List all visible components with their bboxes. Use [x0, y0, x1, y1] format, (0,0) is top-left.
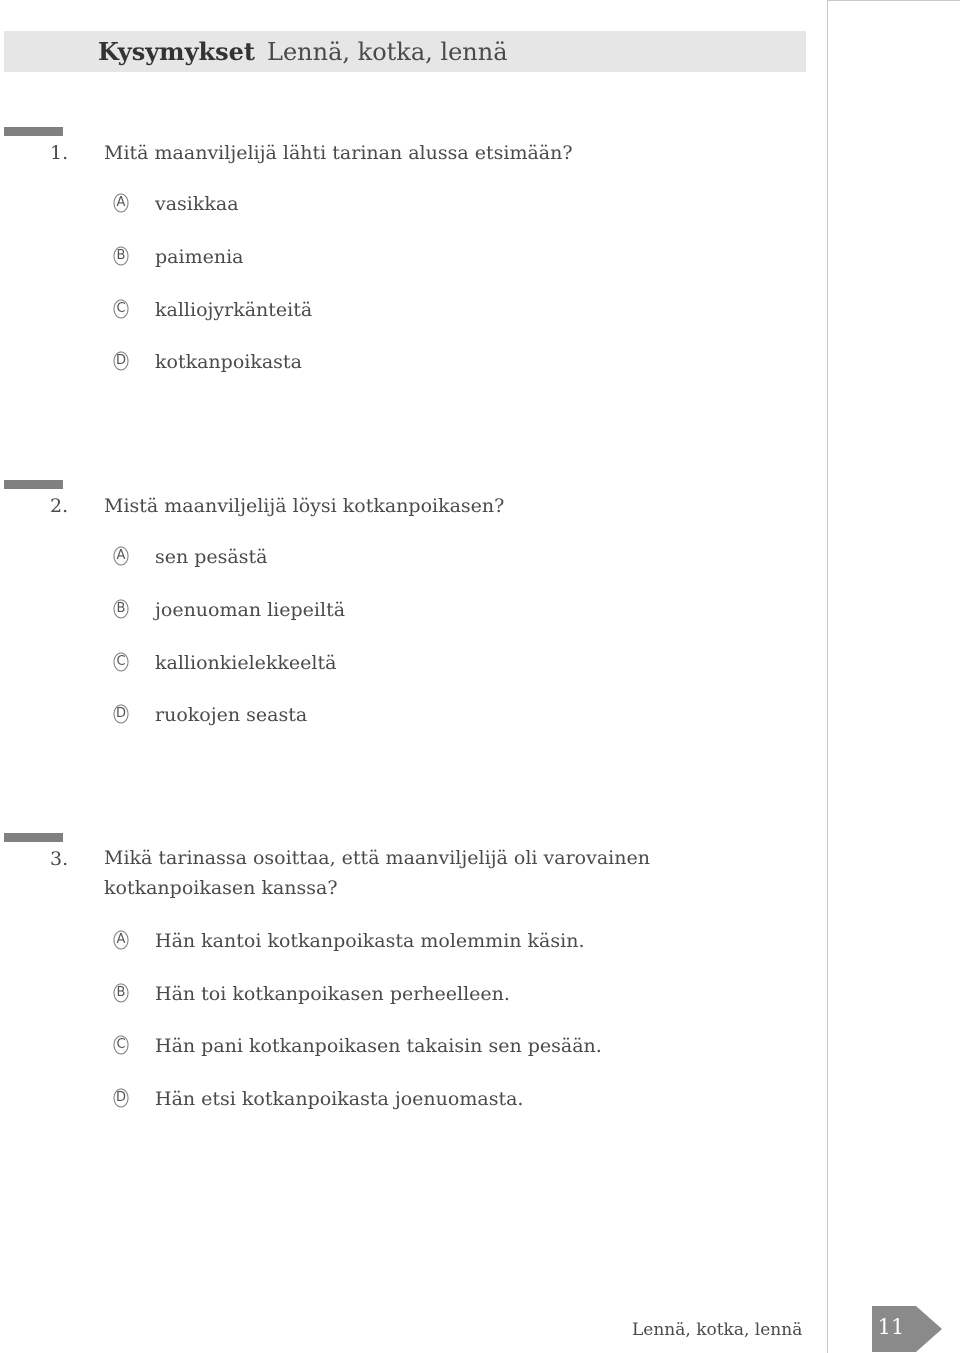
option-text[interactable]: kotkanpoikasta [155, 351, 302, 373]
question-marker-bar [4, 833, 63, 842]
option-text[interactable]: vasikkaa [155, 193, 239, 215]
question-marker-bar [4, 480, 63, 489]
page-header [98, 36, 508, 68]
question-marker-bar [4, 127, 63, 136]
option-letter: B [116, 985, 126, 1000]
option-text[interactable]: Hän kantoi kotkanpoikasta molemmin käsin. [155, 930, 585, 952]
option-letter: D [115, 706, 126, 721]
option-letter: A [116, 932, 126, 947]
option-letter: B [116, 248, 126, 263]
header-title: Lennä, kotka, lennä [267, 38, 508, 66]
question-text: Mistä maanviljelijä löysi kotkanpoikasen? [104, 495, 505, 517]
option-letter: A [116, 195, 126, 210]
option-text[interactable]: kalliojyrkänteitä [155, 299, 313, 321]
question-number: 3. [50, 848, 69, 870]
page-margin-line [827, 0, 828, 1353]
option-letter: B [116, 601, 126, 616]
option-text[interactable]: paimenia [155, 246, 244, 268]
option-text[interactable]: ruokojen seasta [155, 704, 308, 726]
option-letter: D [115, 1090, 126, 1105]
page-number: 11 [877, 1315, 905, 1339]
question-number: 2. [50, 495, 69, 517]
question-number: 1. [50, 142, 69, 164]
option-text[interactable]: Hän etsi kotkanpoikasta joenuomasta. [155, 1088, 524, 1110]
option-letter: A [116, 548, 126, 563]
option-text[interactable]: sen pesästä [155, 546, 268, 568]
question-text: Mitä maanviljelijä lähti tarinan alussa etsimään? [104, 142, 573, 164]
option-text[interactable]: kallionkielekkeeltä [155, 652, 337, 674]
question-text: Mikä tarinassa osoittaa, että maanviljelijä oli varovainen kotkanpoikasen kanssa? [104, 847, 650, 899]
option-letter: C [116, 1037, 126, 1052]
option-letter: C [116, 654, 126, 669]
option-letter: D [115, 353, 126, 368]
option-letter: C [116, 301, 126, 316]
header-label: Kysymykset [98, 37, 256, 66]
option-text[interactable]: Hän toi kotkanpoikasen perheelleen. [155, 983, 510, 1005]
page-corner-line [828, 0, 960, 1]
footer-title: Lennä, kotka, lennä [632, 1320, 803, 1340]
option-text[interactable]: joenuoman liepeiltä [155, 599, 346, 621]
option-text[interactable]: Hän pani kotkanpoikasen takaisin sen pesään. [155, 1035, 602, 1057]
